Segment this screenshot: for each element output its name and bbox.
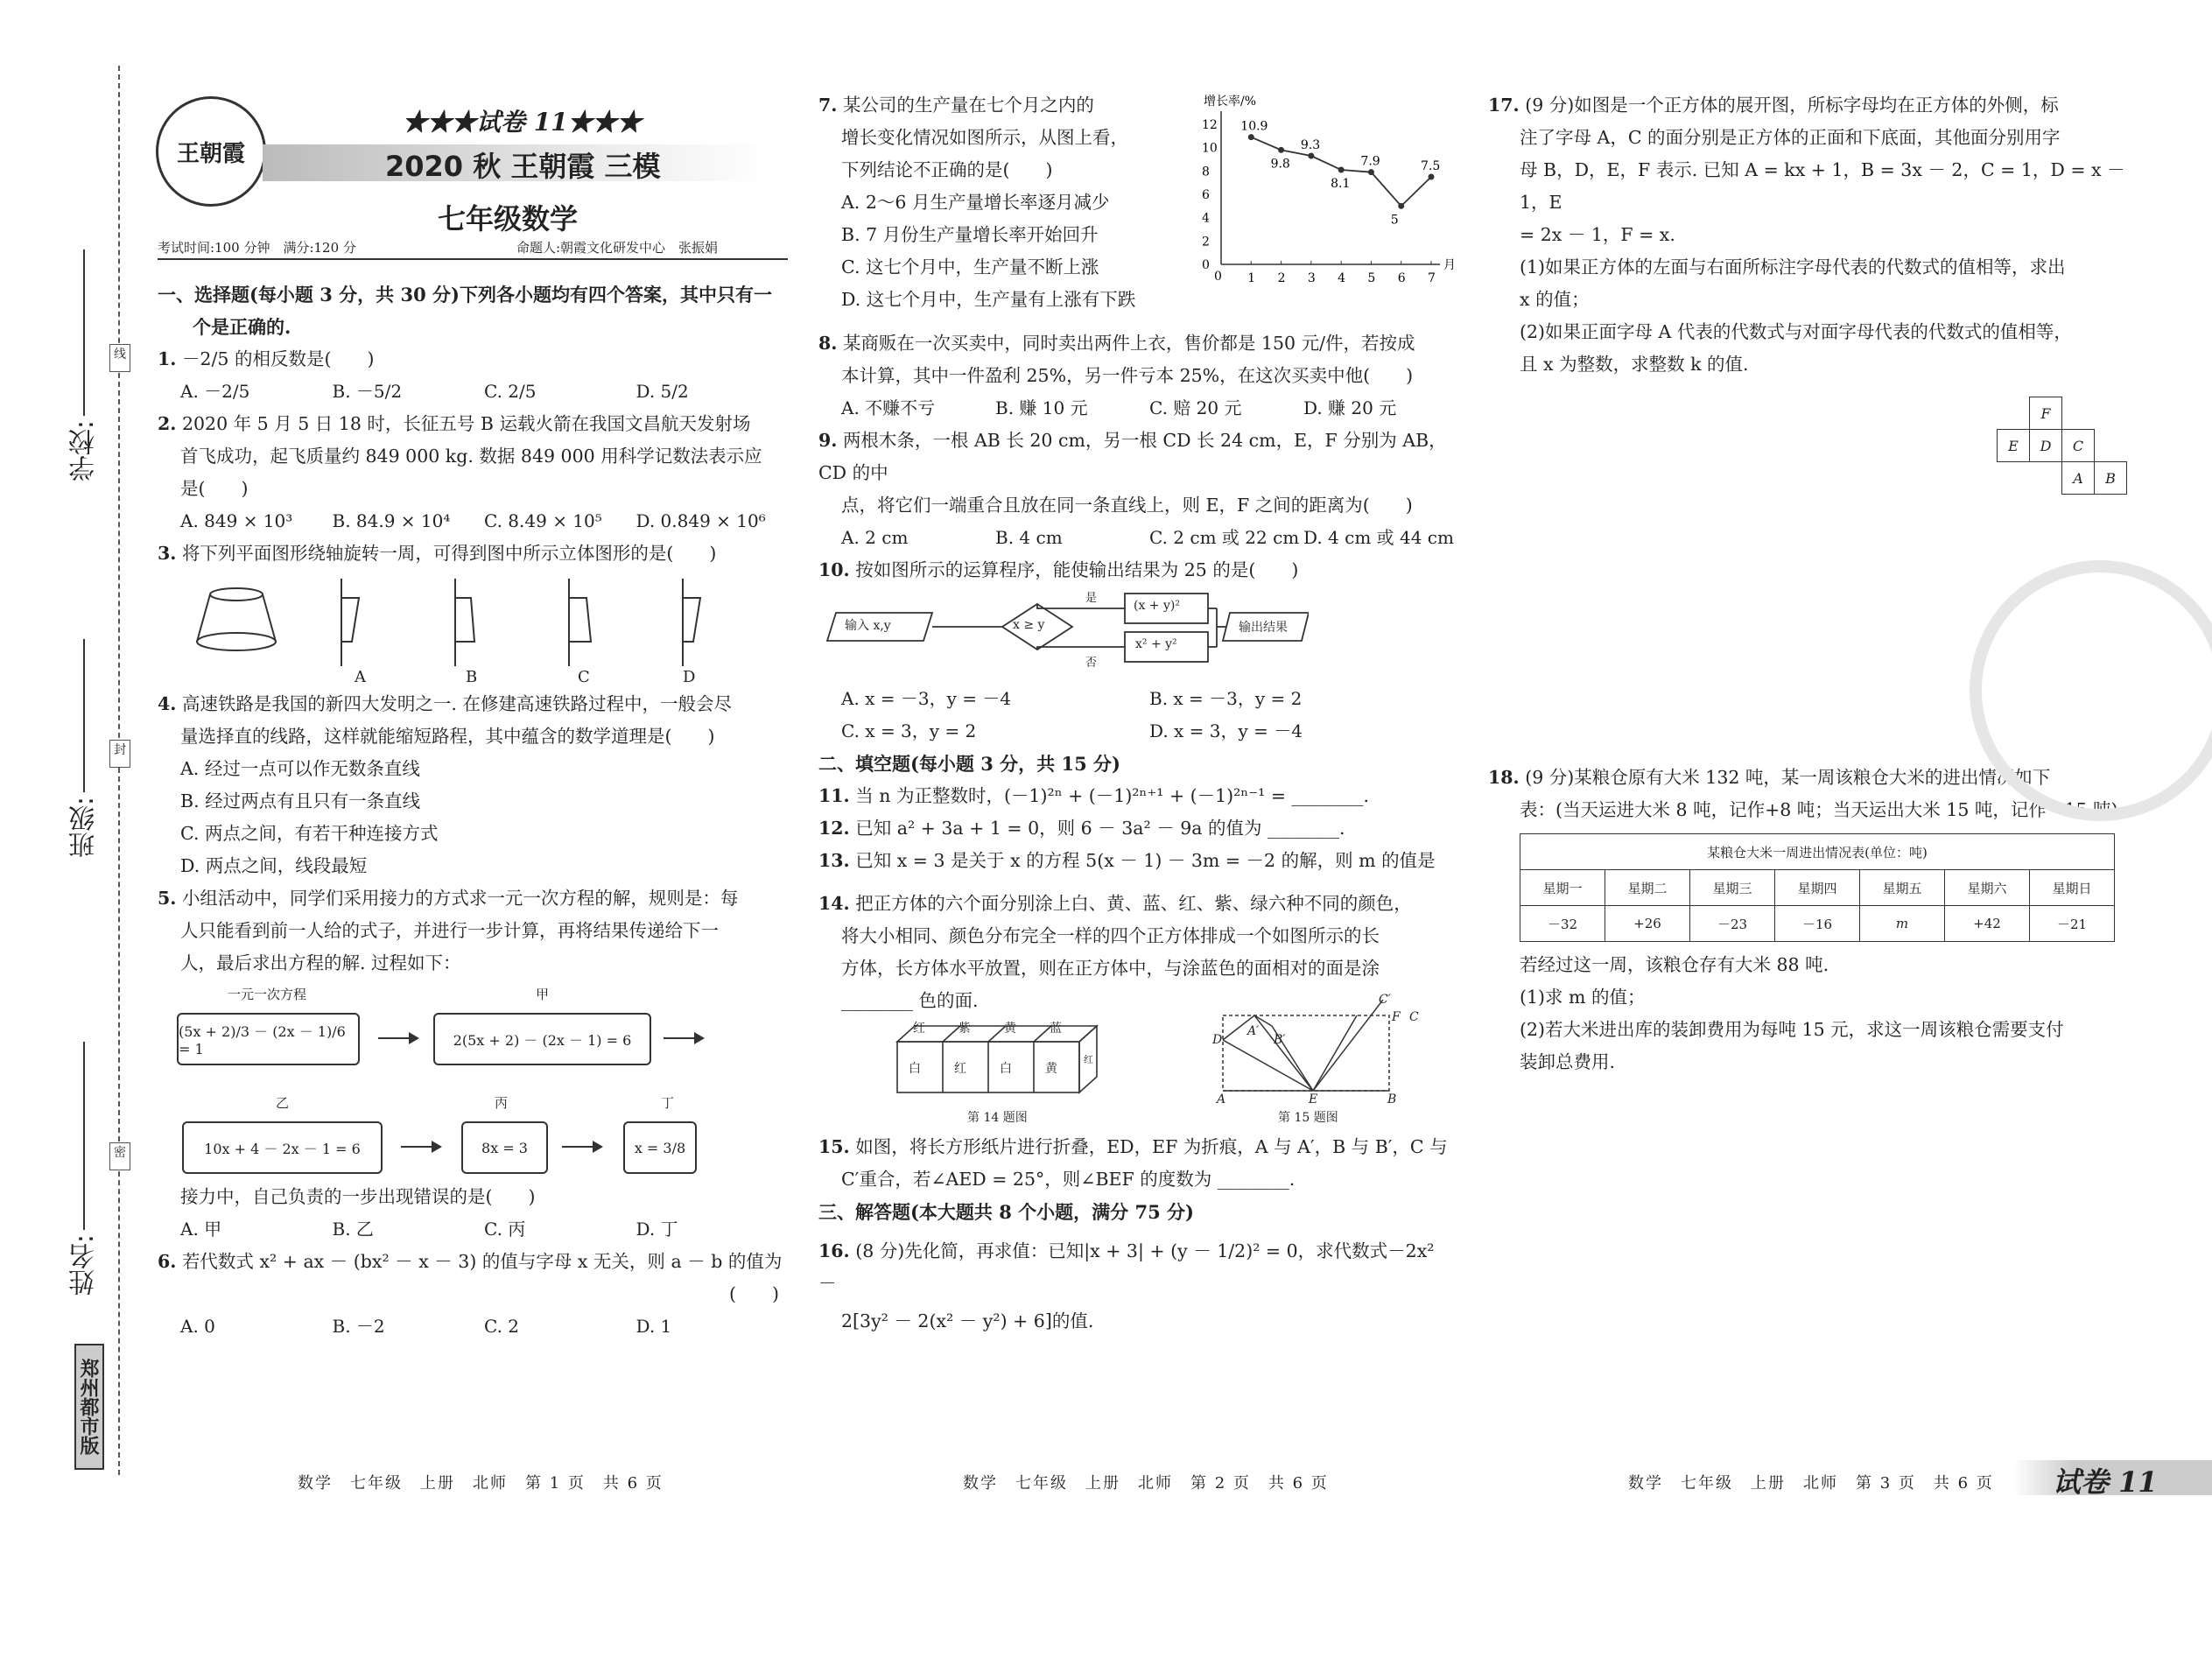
q4-option-b: B. 经过两点有且只有一条直线: [180, 790, 421, 811]
shape-label-b: B: [466, 668, 478, 686]
question-17-line3: 母 B，D，E，F 表示. 已知 A = kx + 1，B = 3x － 2，C = 1，D = x － 1，E: [1520, 159, 2125, 213]
edition-label: 郑州都市版: [74, 1344, 104, 1470]
y-tick-label: 2: [1202, 235, 1210, 249]
exam-title: 2020 秋 王朝霞 三模: [385, 150, 661, 183]
x-tick-label: 1: [1247, 271, 1256, 285]
data-point: [1429, 174, 1435, 180]
table-title: 某粮仓大米一周进出情况表(单位：吨): [1520, 834, 2115, 870]
author-info: 命题人:朝霞文化研发中心 张振娟: [516, 240, 719, 256]
relay-box-3: 8x = 3: [461, 1121, 548, 1174]
pt-d: D: [1212, 1033, 1223, 1047]
top-face-1: 红: [913, 1022, 925, 1036]
question-5-ask: 接力中，自己负责的一步出现错误的是( ): [180, 1186, 536, 1207]
section-3-heading: 三、解答题(本大题共 8 个小题，满分 75 分): [818, 1201, 1194, 1223]
question-15: 15. 如图，将长方形纸片进行折叠，ED，EF 为折痕，A 与 A′，B 与 B′，C 与: [818, 1136, 1448, 1157]
table-row: －32 +26 －23 －16 m +42 －21: [1520, 906, 2115, 942]
question-5-line2: 人只能看到前一人给的式子，并进行一步计算，再将结果传递给下一: [180, 920, 719, 941]
top-face-4: 蓝: [1050, 1022, 1062, 1036]
section-1-heading-cont: 个是正确的.: [193, 316, 291, 338]
question-14-line2: 将大小相同、颜色分布完全一样的四个正方体排成一个如图所示的长: [841, 925, 1380, 946]
question-3: 3. 将下列平面图形绕轴旋转一周，可得到图中所示立体图形的是( ): [158, 543, 717, 564]
logo: 王朝霞: [156, 96, 266, 207]
front-face-2: 红: [954, 1062, 966, 1076]
y-tick-label: 4: [1202, 211, 1210, 226]
x-tick-label: 6: [1397, 271, 1406, 285]
question-17: 17. (9 分)如图是一个正方体的展开图，所标字母均在正方体的外侧，标: [1488, 95, 2059, 116]
flowchart: [818, 587, 1457, 683]
flow-branch-no: x² + y²: [1135, 637, 1177, 651]
name-line: [83, 1042, 85, 1230]
data-point: [1308, 153, 1314, 159]
relay-box-2: 10x + 4 － 2x － 1 = 6: [182, 1121, 383, 1174]
data-label: 9.8: [1270, 157, 1290, 172]
front-face-1: 白: [909, 1062, 921, 1076]
question-2-options: A. 849 × 10³ B. 84.9 × 10⁴ C. 8.49 × 10⁵ D. 0.849 × 10⁶: [180, 510, 766, 531]
footer-page-2: 数学 七年级 上册 北师 第 2 页 共 6 页: [963, 1474, 1329, 1493]
question-18-line4: (1)求 m 的值；: [1520, 987, 1646, 1008]
question-17-line4: = 2x － 1，F = x.: [1520, 224, 1675, 245]
front-face-3: 白: [1000, 1062, 1012, 1076]
data-point: [1338, 167, 1345, 173]
x-tick-label: 0: [1214, 270, 1222, 284]
y-tick-label: 10: [1202, 141, 1218, 156]
corner-label: 试卷 11: [2053, 1465, 2158, 1499]
question-10-options-2: C. x = 3，y = 2 D. x = 3，y = －4: [841, 720, 1303, 741]
growth-chart: [1177, 89, 1457, 299]
pt-c-prime: C′: [1379, 993, 1391, 1007]
relay-arrow-4: [562, 1146, 601, 1148]
question-6: 6. 若代数式 x² + ax － (bx² － x － 3) 的值与字母 x 无关，则 a － b 的值为: [158, 1251, 783, 1272]
school-line: [83, 249, 85, 416]
top-face-2: 紫: [959, 1022, 971, 1036]
flow-branch-yes: (x + y)²: [1134, 599, 1180, 613]
y-tick-label: 8: [1202, 165, 1210, 179]
relay-tag-jia: 甲: [536, 987, 550, 1002]
data-point: [1278, 147, 1284, 153]
data-point: [1398, 203, 1404, 209]
x-tick-label: 2: [1277, 271, 1286, 285]
relay-arrow-3: [401, 1146, 440, 1148]
caption-15: 第 15 题图: [1278, 1111, 1338, 1125]
pt-f: F: [1392, 1010, 1401, 1024]
question-1-options: A. －2/5 B. －5/2 C. 2/5 D. 5/2: [180, 381, 689, 402]
front-face-4: 黄: [1045, 1062, 1057, 1076]
rice-table: [1520, 833, 2115, 942]
class-label: 班级:: [69, 797, 100, 859]
seal-mark-1: 线: [109, 344, 130, 372]
y-tick-label: 12: [1202, 118, 1218, 132]
data-point: [1368, 169, 1374, 175]
x-tick-label: 4: [1338, 271, 1346, 285]
question-10-options-1: A. x = －3，y = －4 B. x = －3，y = 2: [841, 688, 1303, 709]
question-5-options: A. 甲 B. 乙 C. 丙 D. 丁: [180, 1219, 678, 1240]
q7-option-c: C. 这七个月中，生产量不断上涨: [841, 256, 1099, 277]
x-tick-label: 5: [1367, 271, 1376, 285]
question-9-line2: 点，将它们一端重合且放在同一条直线上，则 E，F 之间的距离为( ): [841, 495, 1413, 516]
question-18-line6: 装卸总费用.: [1520, 1051, 1616, 1072]
fold-figure: [1212, 1000, 1405, 1105]
exam-info: 考试时间:100 分钟 满分:120 分: [158, 240, 356, 256]
question-3-figures: [158, 570, 788, 688]
y-tick-label: 0: [1202, 258, 1210, 272]
data-label: 9.3: [1300, 138, 1321, 152]
question-7: 7. 某公司的生产量在七个月之内的: [818, 95, 1094, 116]
seal-mark-3: 密: [109, 1142, 130, 1170]
question-5: 5. 小组活动中，同学们采用接力的方式求一元一次方程的解，规则是：每: [158, 888, 739, 909]
pt-a-prime: A′: [1247, 1024, 1260, 1038]
pt-e: E: [1309, 1092, 1318, 1106]
series-label: ★★★试卷 11★★★: [403, 108, 642, 137]
flowchart-lines: [818, 587, 1309, 683]
data-label: 7.9: [1360, 154, 1380, 169]
question-14-line4: ________ 色的面.: [841, 990, 979, 1011]
question-5-line3: 人，最后求出方程的解. 过程如下：: [180, 952, 461, 973]
top-face-3: 黄: [1004, 1022, 1016, 1036]
data-label: 8.1: [1331, 177, 1351, 191]
table-header-row: 星期一 星期二 星期三 星期四 星期五 星期六 星期日: [1520, 870, 2115, 906]
question-14: 14. 把正方体的六个面分别涂上白、黄、蓝、红、紫、绿六种不同的颜色，: [818, 893, 1412, 914]
flow-output: 输出结果: [1239, 621, 1288, 635]
question-18-line5: (2)若大米进出库的装卸费用为每吨 15 元，求这一周该粮仓需要支付: [1520, 1019, 2064, 1040]
question-4: 4. 高速铁路是我国的新四大发明之一. 在修建高速铁路过程中，一般会尽: [158, 693, 732, 714]
section-2-heading: 二、填空题(每小题 3 分，共 15 分): [818, 753, 1120, 775]
q4-option-d: D. 两点之间，线段最短: [180, 855, 368, 876]
y-tick-label: 6: [1202, 188, 1210, 202]
page-1: [158, 278, 788, 1679]
question-17-line5: (1)如果正方体的左面与右面所标注字母代表的代数式的值相等，求出: [1520, 256, 2066, 277]
question-12: 12. 已知 a² + 3a + 1 = 0，则 6 － 3a² － 9a 的值为 ________.: [818, 818, 1345, 839]
data-label: 10.9: [1240, 119, 1268, 134]
question-18-line3: 若经过这一周，该粮仓存有大米 88 吨.: [1520, 954, 1829, 975]
question-17-line2: 注了字母 A，C 的面分别是正方体的正面和下底面，其他面分别用字: [1520, 127, 2061, 148]
header-rule: [158, 258, 788, 260]
question-2-line2: 首飞成功，起飞质量约 849 000 kg. 数据 849 000 用科学记数法表示应: [180, 446, 762, 467]
question-16-line2: 2[3y² － 2(x² － y²) + 6]的值.: [841, 1310, 1094, 1331]
question-13: 13. 已知 x = 3 是关于 x 的方程 5(x － 1) － 3m = －2 的解，则 m 的值是: [818, 850, 1436, 871]
relay-tag-bing: 丙: [495, 1095, 509, 1111]
subject-title: 七年级数学: [438, 202, 579, 235]
question-4-line2: 量选择直的线路，这样就能缩短路程，其中蕴含的数学道理是( ): [180, 726, 715, 747]
relay-box-0: (5x + 2)/3 － (2x － 1)/6 = 1: [177, 1013, 360, 1065]
side-face: 红: [1084, 1054, 1093, 1065]
question-18-line2: 表：(当天运进大米 8 吨，记作+8 吨；当天运出大米 15 吨，记作－15 吨): [1520, 799, 2118, 820]
q7-option-a: A. 2～6 月生产量增长率逐月减少: [841, 192, 1110, 213]
page-2: [818, 89, 1457, 1490]
cube-net: F E D C A B: [1965, 397, 2127, 495]
caption-14: 第 14 题图: [967, 1111, 1028, 1125]
name-label: 姓名:: [69, 1234, 100, 1296]
pt-b-prime: B′: [1274, 1033, 1286, 1047]
binding-line: [118, 66, 122, 1475]
flow-input: 输入 x,y: [845, 619, 891, 633]
shape-label-d: D: [683, 668, 696, 686]
question-2: 2. 2020 年 5 月 5 日 18 时，长征五号 B 运载火箭在我国文昌航天发射场: [158, 413, 751, 434]
question-10: 10. 按如图所示的运算程序，能使输出结果为 25 的是( ): [818, 559, 1299, 580]
question-17-line6: x 的值；: [1520, 289, 1590, 310]
pt-a: A: [1217, 1092, 1226, 1106]
question-6-options: A. 0 B. －2 C. 2 D. 1: [180, 1316, 672, 1337]
y-axis-label: 增长率/%: [1204, 95, 1257, 109]
data-label: 5: [1390, 213, 1399, 228]
q4-option-a: A. 经过一点可以作无数条直线: [180, 758, 420, 779]
question-7-line3: 下列结论不正确的是( ): [841, 159, 1053, 180]
question-9: 9. 两根木条，一根 AB 长 20 cm，另一根 CD 长 24 cm，E，F 分别为 AB，CD 的中: [818, 430, 1447, 483]
question-18: 18. (9 分)某粮仓原有大米 132 吨，某一周该粮仓大米的进出情况如下: [1488, 767, 2051, 788]
shape-label-a: A: [355, 668, 366, 686]
class-line: [83, 639, 85, 792]
question-1: 1. －2/5 的相反数是( ): [158, 348, 375, 369]
question-9-options: A. 2 cm B. 4 cm C. 2 cm 或 22 cm D. 4 cm 或 44 cm: [841, 527, 1454, 548]
seal-mark-2: 封: [109, 740, 130, 768]
footer-page-1: 数学 七年级 上册 北师 第 1 页 共 6 页: [298, 1474, 664, 1493]
data-point: [1248, 134, 1254, 140]
q4-option-c: C. 两点之间，有若干种连接方式: [180, 823, 439, 844]
flow-yes-label: 是: [1085, 592, 1098, 605]
q7-option-b: B. 7 月份生产量增长率开始回升: [841, 224, 1099, 245]
relay-box-4: x = 3/8: [623, 1121, 697, 1174]
question-8: 8. 某商贩在一次买卖中，同时卖出两件上衣，售价都是 150 元/件，若按成: [818, 333, 1415, 354]
section-1-heading: 一、选择题(每小题 3 分，共 30 分)下列各小题均有四个答案，其中只有一: [158, 284, 772, 306]
x-tick-label: 3: [1307, 271, 1316, 285]
shape-label-c: C: [578, 668, 590, 686]
relay-box-1: 2(5x + 2) － (2x － 1) = 6: [433, 1013, 651, 1065]
question-8-line2: 本计算，其中一件盈利 25%，另一件亏本 25%，在这次买卖中他( ): [841, 365, 1414, 386]
footer-page-3: 数学 七年级 上册 北师 第 3 页 共 6 页: [1628, 1474, 1994, 1493]
relay-flow: [158, 980, 788, 1216]
flow-no-label: 否: [1085, 657, 1098, 670]
question-14-line3: 方体，长方体水平放置，则在正方体中，与涂蓝色的面相对的面是涂: [841, 958, 1380, 979]
relay-tag-yi: 乙: [276, 1095, 290, 1111]
question-17-line8: 且 x 为整数，求整数 k 的值.: [1520, 354, 1749, 375]
q7-option-d: D. 这七个月中，生产量有上涨有下跌: [841, 289, 1136, 310]
pt-c: C: [1409, 1010, 1419, 1024]
question-8-options: A. 不赚不亏 B. 赚 10 元 C. 赔 20 元 D. 赚 20 元: [841, 397, 1397, 418]
question-7-line2: 增长变化情况如图所示，从图上看，: [841, 127, 1128, 148]
question-15-line2: C′重合，若∠AED = 25°，则∠BEF 的度数为 ________.: [841, 1169, 1296, 1190]
relay-tag-start: 一元一次方程: [228, 987, 307, 1002]
question-11: 11. 当 n 为正整数时，(－1)²ⁿ + (－1)²ⁿ⁺¹ + (－1)²ⁿ⁻¹ = ________.: [818, 785, 1370, 806]
question-17-line7: (2)如果正面字母 A 代表的代数式与对面字母代表的代数式的值相等，: [1520, 321, 2072, 342]
question-6-blank: ( ): [729, 1283, 779, 1304]
data-label: 7.5: [1421, 159, 1441, 173]
question-2-line3: 是( ): [180, 478, 249, 499]
pt-b: B: [1387, 1092, 1397, 1106]
relay-arrow-1: [378, 1037, 418, 1039]
x-axis-label: 月: [1443, 258, 1456, 272]
x-tick-label: 7: [1428, 271, 1436, 285]
flow-condition: x ≥ y: [1013, 618, 1045, 632]
question-16: 16. (8 分)先化简，再求值：已知|x + 3| + (y － 1/2)² = 0，求代数式－2x² －: [818, 1240, 1435, 1294]
relay-tag-ding: 丁: [661, 1095, 675, 1111]
school-label: 学校:: [69, 420, 100, 482]
relay-arrow-2: [664, 1037, 703, 1039]
